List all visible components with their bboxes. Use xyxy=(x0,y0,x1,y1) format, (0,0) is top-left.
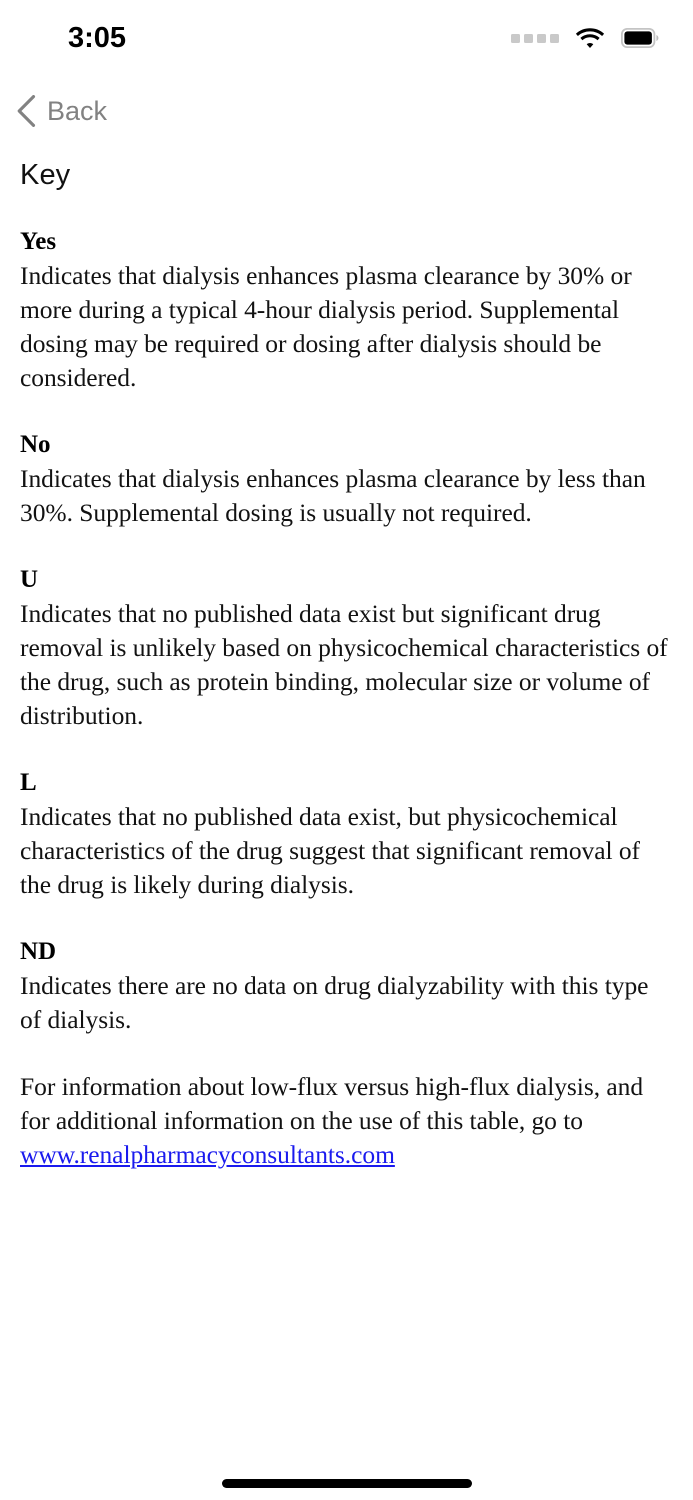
key-term: L xyxy=(20,769,37,796)
signal-dots-icon xyxy=(511,34,559,43)
key-definition: Indicates that dialysis enhances plasma clearance by less than 30%. Supplemental dosing is usually not required. xyxy=(20,464,646,527)
key-entry-yes xyxy=(20,225,671,395)
status-bar-indicators xyxy=(511,23,659,49)
chevron-left-icon xyxy=(17,95,36,127)
footer-note xyxy=(20,1070,671,1172)
navigation-bar xyxy=(0,88,693,134)
status-bar-time: 3:05 xyxy=(68,21,127,54)
wifi-icon xyxy=(575,27,605,49)
key-term: No xyxy=(20,431,51,458)
key-entry-l xyxy=(20,766,671,902)
back-button-label: Back xyxy=(47,95,108,126)
key-definition: Indicates that no published data exist but significant drug removal is unlikely based on physicochemical characteristics of the drug, such as protein binding, molecular size or volume of distribution. xyxy=(20,599,668,730)
home-indicator[interactable] xyxy=(222,1479,472,1488)
status-bar xyxy=(0,0,693,72)
battery-full-icon xyxy=(621,28,659,48)
key-entry-no xyxy=(20,428,671,530)
key-definition-list xyxy=(20,225,671,1037)
key-term: U xyxy=(20,566,39,593)
key-entry-nd xyxy=(20,935,671,1037)
page-title: Key xyxy=(20,159,71,191)
back-button[interactable] xyxy=(17,95,107,127)
page-content xyxy=(0,158,693,1172)
key-definition: Indicates there are no data on drug dialyzability with this type of dialysis. xyxy=(20,971,649,1034)
key-term: ND xyxy=(20,938,57,965)
footer-note-text: For information about low-flux versus high-flux dialysis, and for additional information on the use of this table, go to xyxy=(20,1072,644,1135)
renal-pharmacy-consultants-link[interactable]: www.renalpharmacyconsultants.com xyxy=(20,1140,395,1169)
key-term: Yes xyxy=(20,228,57,255)
key-entry-u xyxy=(20,563,671,733)
key-definition: Indicates that dialysis enhances plasma clearance by 30% or more during a typical 4-hour dialysis period. Supplemental dosing may be required or dosing after dialysis should be considered. xyxy=(20,261,632,392)
key-definition: Indicates that no published data exist, but physicochemical characteristics of the drug suggest that significant removal of the drug is likely during dialysis. xyxy=(20,802,640,899)
